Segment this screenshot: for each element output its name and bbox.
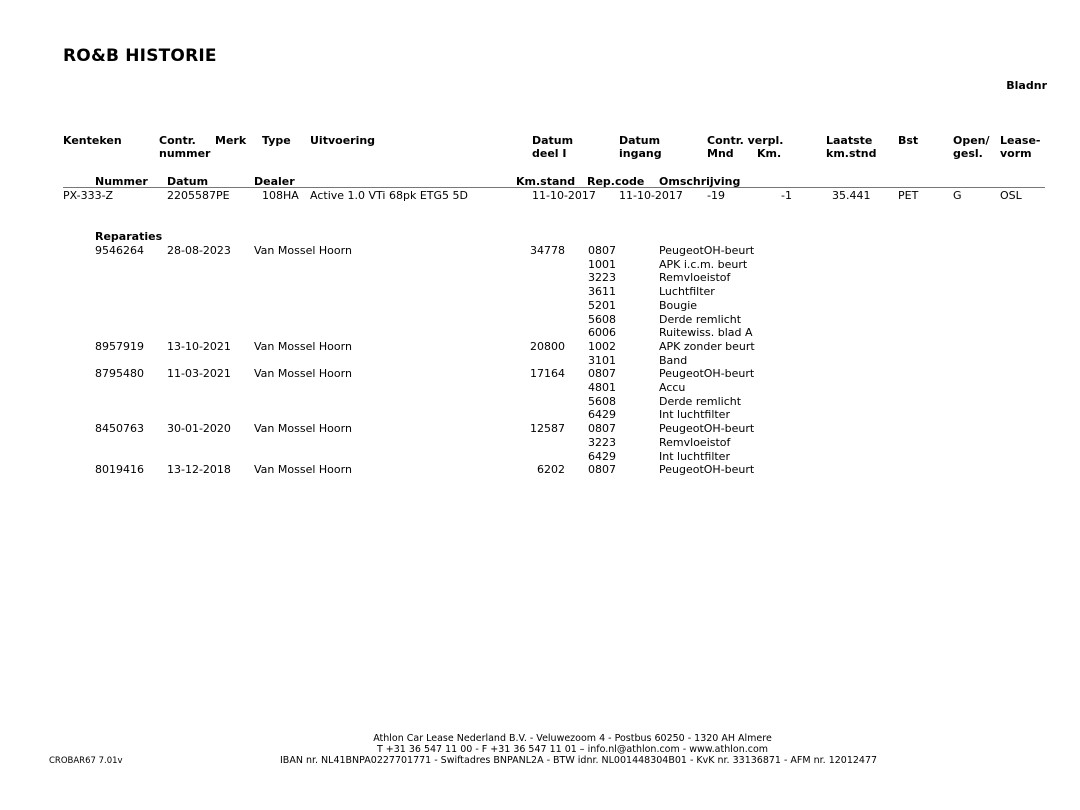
vehicle-contract: 2205587PE: [167, 189, 230, 202]
repair-nummer: 8957919: [95, 339, 144, 353]
repair-omschrijving: Derde remlicht: [659, 312, 742, 326]
repair-code: 6429: [588, 449, 616, 463]
header-uitvoering: Uitvoering: [310, 134, 376, 147]
form-code: CROBAR67 7.01v: [49, 756, 123, 766]
header-datum-ingang: Datum ingang: [619, 134, 662, 160]
repair-code: 6006: [588, 326, 616, 340]
repair-dealer: Van Mossel Hoorn: [254, 367, 352, 381]
repair-omschrijving: Remvloeistof: [659, 435, 731, 449]
subheader-omschrijving: Omschrijving: [659, 175, 741, 188]
footer-registration: IBAN nr. NL41BNPA0227701771 - Swiftadres BNPANL2A - BTW idnr. NL001448304B01 - KvK nr. 33136871 - AFM nr. 12012477: [280, 755, 878, 766]
repair-code: 0807: [588, 367, 616, 381]
header-divider: [63, 187, 1045, 188]
subheader-dealer: Dealer: [254, 175, 295, 188]
repair-code: 0807: [588, 422, 616, 436]
repair-dealer: Van Mossel Hoorn: [254, 244, 352, 257]
repair-omschrijving: PeugeotOH-beurt: [659, 367, 755, 381]
repair-kmstand: 17164: [530, 367, 565, 381]
repair-dealer: Van Mossel Hoorn: [254, 339, 352, 353]
repair-omschrijving: Ruitewiss. blad A: [659, 326, 753, 340]
repair-datum: 13-10-2021: [167, 339, 231, 353]
repair-code: 3101: [588, 353, 616, 367]
repair-omschrijving: Luchtfilter: [659, 285, 715, 299]
repair-omschrijving: PeugeotOH-beurt: [659, 422, 755, 436]
subheader-repcode: Rep.code: [587, 175, 645, 188]
repair-datum: 13-12-2018: [167, 463, 231, 477]
header-bst: Bst: [898, 134, 919, 147]
vehicle-laatste-km: 35.441: [832, 189, 871, 202]
repair-kmstand: 34778: [530, 244, 565, 257]
subheader-datum: Datum: [167, 175, 209, 188]
repair-nummer: 8795480: [95, 367, 144, 381]
repair-datum: 28-08-2023: [167, 244, 231, 257]
repair-omschrijving: PeugeotOH-beurt: [659, 463, 755, 477]
header-km: Km.: [757, 147, 782, 160]
repair-code: 3223: [588, 271, 616, 285]
header-contr-verpl: Contr. verpl.: [707, 134, 784, 147]
repair-kmstand: 6202: [537, 463, 565, 477]
repair-code: 0807: [588, 244, 616, 257]
vehicle-lease-vorm: OSL: [1000, 189, 1022, 202]
repair-code: 5201: [588, 298, 616, 312]
vehicle-bst: PET: [898, 189, 919, 202]
repair-omschrijving: Remvloeistof: [659, 271, 731, 285]
repair-omschrijving: APK i.c.m. beurt: [659, 257, 748, 271]
repair-kmstand: 20800: [530, 339, 565, 353]
repair-code: 5608: [588, 394, 616, 408]
vehicle-kenteken: PX-333-Z: [63, 189, 114, 202]
repair-datum: 11-03-2021: [167, 367, 231, 381]
header-merk: Merk: [215, 134, 247, 147]
repair-omschrijving: Accu: [659, 381, 686, 394]
subheader-kmstand: Km.stand: [516, 175, 576, 188]
repair-nummer: 8019416: [95, 463, 144, 477]
repair-omschrijving: Int luchtfilter: [659, 449, 730, 463]
header-mnd: Mnd: [707, 147, 734, 160]
repair-code: 5608: [588, 312, 616, 326]
repair-omschrijving: Int luchtfilter: [659, 408, 730, 422]
repair-omschrijving: APK zonder beurt: [659, 339, 755, 353]
header-type: Type: [262, 134, 291, 147]
repair-omschrijving: PeugeotOH-beurt: [659, 244, 755, 257]
repair-code: 0807: [588, 463, 616, 477]
repair-dealer: Van Mossel Hoorn: [254, 422, 352, 436]
repair-kmstand: 12587: [530, 422, 565, 436]
header-open-gesl: Open/ gesl.: [953, 134, 990, 160]
vehicle-type: 108HA: [262, 189, 299, 202]
header-contr: Contr. nummer: [159, 134, 211, 160]
repair-dealer: Van Mossel Hoorn: [254, 463, 352, 477]
repair-nummer: 9546264: [95, 244, 144, 257]
vehicle-open-gesl: G: [953, 189, 962, 202]
repair-omschrijving: Band: [659, 353, 688, 367]
vehicle-mnd: -19: [707, 189, 725, 202]
header-kenteken: Kenteken: [63, 134, 122, 147]
repair-nummer: 8450763: [95, 422, 144, 436]
page-title: RO&B HISTORIE: [63, 46, 217, 66]
page-number-label: Bladnr: [1006, 79, 1047, 92]
repairs-heading: Reparaties: [95, 230, 163, 243]
repair-code: 6429: [588, 408, 616, 422]
repair-omschrijving: Derde remlicht: [659, 394, 742, 408]
vehicle-km: -1: [781, 189, 792, 202]
repair-code: 4801: [588, 381, 616, 394]
header-laatste: Laatste km.stnd: [826, 134, 877, 160]
repair-code: 1002: [588, 339, 616, 353]
footer-address: Athlon Car Lease Nederland B.V. - Veluwezoom 4 - Postbus 60250 - 1320 AH Almere: [373, 733, 772, 744]
repair-code: 1001: [588, 257, 616, 271]
repair-code: 3611: [588, 285, 616, 299]
header-datum-deel: Datum deel I: [532, 134, 574, 160]
repair-omschrijving: Bougie: [659, 298, 698, 312]
subheader-nummer: Nummer: [95, 175, 148, 188]
repair-code: 3223: [588, 435, 616, 449]
vehicle-datum-ingang: 11-10-2017: [619, 189, 683, 202]
footer: [280, 733, 878, 766]
repair-datum: 30-01-2020: [167, 422, 231, 436]
vehicle-datum-deel: 11-10-2017: [532, 189, 596, 202]
footer-contact: T +31 36 547 11 00 - F +31 36 547 11 01 – info.nl@athlon.com - www.athlon.com: [376, 744, 769, 755]
vehicle-uitvoering: Active 1.0 VTi 68pk ETG5 5D: [310, 189, 468, 202]
header-lease-vorm: Lease- vorm: [1000, 134, 1041, 160]
